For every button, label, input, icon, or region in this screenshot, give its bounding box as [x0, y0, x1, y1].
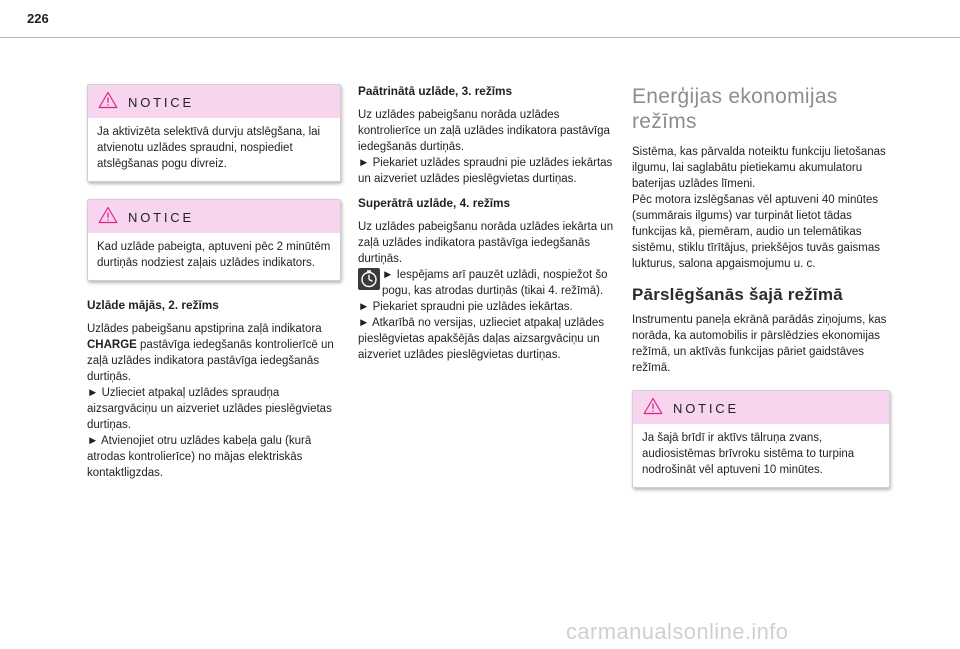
page-number: 226 [27, 11, 49, 26]
notice-text: Ja šajā brīdī ir aktīvs tālruņa zvans, audiosistēmas brīvroku sistēma to turpina nodrošināt vēl aptuveni 10 minūtes. [642, 432, 855, 476]
notice-title: NOTICE [128, 95, 194, 110]
warning-triangle-icon [98, 91, 118, 109]
pause-charging-note [358, 267, 615, 299]
notice-box-phone-call [632, 390, 890, 488]
section-home-charging [87, 298, 341, 481]
charge-label: CHARGE [87, 339, 137, 351]
notice-box-indicator-off [87, 199, 341, 281]
column-right [632, 84, 890, 488]
section-heading: Uzlāde mājās, 2. režīms [87, 298, 219, 312]
section-paragraph: Uz uzlādes pabeigšanu norāda uzlādes kontrolierīce un zaļā uzlādes indikatora pastāvīga iedegšanās durtiņās. [358, 109, 610, 153]
header-divider [0, 37, 960, 38]
notice-header [88, 85, 340, 118]
section-paragraph [87, 321, 341, 385]
energy-economy-title: Enerģijas ekonomijas režīms [632, 85, 838, 133]
section-paragraph: Instrumentu paneļa ekrānā parādās ziņojums, kas norāda, ka automobilis ir pārslēdzies ekonomijas režīmā, un aktīvās funkcijas pāriet gaidstāves režīmā. [632, 314, 887, 374]
notice-text: Kad uzlāde pabeigta, aptuveni pēc 2 minūtēm durtiņās nodziest zaļais uzlādes indikators. [97, 241, 331, 269]
warning-triangle-icon [643, 397, 663, 415]
section-accelerated-charging [358, 84, 615, 187]
notice-title: NOTICE [128, 210, 194, 225]
warning-triangle-icon [98, 206, 118, 224]
step-text: ► Piekariet uzlādes spraudni pie uzlādes iekārtas un aizveriet uzlādes pieslēgvietas durtiņas. [358, 157, 613, 185]
section-paragraph: Sistēma, kas pārvalda noteiktu funkciju lietošanas ilgumu, lai saglabātu pietiekamu akumulatoru baterijas uzlādes līmeni. [632, 146, 886, 190]
switching-mode-title: Pārslēgšanās šajā režīmā [632, 285, 843, 304]
charging-timer-icon [358, 268, 380, 290]
paragraph-text: ► Iespējams arī pauzēt uzlādi, nospiežot šo pogu, kas atrodas durtiņās (tikai 4. režīmā). [382, 269, 608, 297]
step-text: ► Atvienojiet otru uzlādes kabeļa galu (kurā atrodas kontrolierīce) no mājas elektriskās kontaktligzdas. [87, 435, 312, 479]
watermark: carmanualsonline.info [566, 619, 789, 644]
section-paragraph: Uz uzlādes pabeigšanu norāda uzlādes iekārta un zaļā uzlādes indikatora pastāvīga iedegšanās durtiņās. [358, 221, 614, 265]
section-paragraph: Pēc motora izslēgšanas vēl aptuveni 40 minūtes (summārais ilgums) var turpināt lietot tādas funkcijas kā, piemēram, audio un telemātikas sistēmu, stiklu tīrītājus, priekšējos tuvās gaismas lukturus, salona apgaismojumu u. c. [632, 194, 880, 270]
step-text: ► Piekariet spraudni pie uzlādes iekārtas. [358, 301, 573, 313]
section-heading: Superātrā uzlāde, 4. režīms [358, 196, 511, 210]
column-left [87, 84, 341, 481]
step-text: ► Atkarībā no versijas, uzlieciet atpakaļ uzlādes pieslēgvietas apakšējās daļas aizsargvāciņu un aizveriet uzlādes pieslēgvietas durtiņas. [358, 317, 604, 361]
notice-box-selective-unlock [87, 84, 341, 182]
notice-header [88, 200, 340, 233]
notice-text: Ja aktivizēta selektīvā durvju atslēgšana, lai atvienotu uzlādes spraudni, nospiediet atslēgšanas pogu divreiz. [97, 126, 321, 170]
notice-title: NOTICE [673, 401, 739, 416]
notice-header [633, 391, 889, 424]
column-middle [358, 84, 615, 363]
section-super-fast-charging [358, 196, 615, 363]
paragraph-text: pastāvīga iedegšanās kontrolierīcē un zaļā uzlādes indikatora pastāvīga iedegšanās durtiņās. [87, 339, 334, 383]
paragraph-text: Uzlādes pabeigšanu apstiprina zaļā indikatora [87, 323, 322, 335]
section-heading: Paātrinātā uzlāde, 3. režīms [358, 84, 513, 98]
step-text: ► Uzlieciet atpakaļ uzlādes spraudņa aizsargvāciņu un aizveriet uzlādes pieslēgvietas durtiņas. [87, 387, 332, 431]
